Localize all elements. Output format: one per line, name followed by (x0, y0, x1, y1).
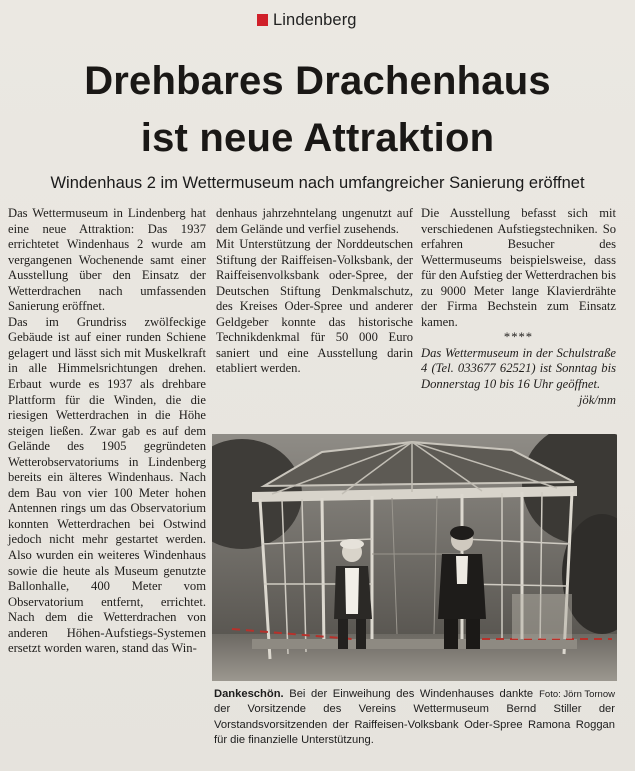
caption-lead: Dankeschön. (214, 688, 284, 700)
museum-info: Das Wettermuseum in der Schulstraße 4 (Tel. 033677 62521) ist Sonntag bis Donnerstag 10 bis 16 Uhr geöffnet. (421, 345, 616, 392)
headline-line-2: ist neue Attraktion (140, 116, 495, 160)
photo-credit: Foto: Jörn Tornow (539, 689, 615, 700)
paragraph: Das Wettermuseum in Lindenberg hat eine neue Attraktion: Das 1937 errichtetet Windenhaus 2 wurde am vergangenen Wochenende samt einer Ausstellung über den Einsatz der Wetterdrachen nach umfassenden Sanierung eröffnet. (8, 206, 206, 314)
article-photo (212, 434, 617, 681)
paragraph: Mit Unterstützung der Norddeutschen Stiftung der Raiffeisen-Volksbank, der Raiffeisenvolksbank oder-Spree, der Deutschen Stiftung Denkmalschutz, des Kreises Oder-Spree und anderer Geldgeber konnte das historische Technikdenkmal für 50 000 Euro saniert und eine Ausstellung darin etabliert werden. (216, 237, 413, 376)
article-column-1 (8, 206, 206, 657)
headline-line-1: Drehbares Drachenhaus (84, 59, 551, 103)
paragraph: denhaus jahrzehntelang ungenutzt auf dem Gelände und verfiel zusehends. (216, 206, 413, 236)
article-column-3 (421, 206, 616, 408)
paragraph: Die Ausstellung befasst sich mit verschiedenen Aufstiegstechniken. So erfahren Besucher des Wettermuseums beispielsweise, dass für den Aufstieg der Wetterdrachen bis zu 9000 Meter lange Klavierdrähte der Firma Bechstein zum Einsatz kamen. (421, 206, 616, 329)
section-divider: **** (503, 330, 534, 345)
caption-text: Bei der Einweihung des Windenhauses dankte der Vorsitzende des Vereins Wettermuseum Bernd Stiller der Vorstandsvorsitzenden der Raiffeisen-Volksbank Oder-Spree Ramona Roggan für die finanzielle Unterstützung. (214, 688, 615, 747)
article-column-2 (216, 206, 413, 377)
photo-caption (214, 687, 615, 749)
subheadline: Windenhaus 2 im Wettermuseum nach umfangreicher Sanierung eröffnet (50, 174, 585, 192)
section-rubric (257, 9, 357, 31)
section-name: Lindenberg (273, 10, 357, 29)
photo-windenhaus-illustration (212, 434, 617, 681)
author-signature: jök/mm (578, 392, 616, 407)
red-square-icon (257, 14, 268, 26)
paragraph: Das im Grundriss zwölfeckige Gebäude ist auf einer runden Schiene gelagert und lässt sich mit Muskelkraft in alle Himmelsrichtungen drehen. Erbaut wurde es 1937 als drehbare Plattform für die Winden, die die riesigen Wetterdrachen in die Höhe steigen ließen. Zwar gab es auf dem Gelände des 1905 gegründeten Wetterobservatoriums in Lindenberg bereits ein älteres Windenhaus. Nach dem Bau von vier 100 Meter hohen Antennen rings um das Observatorium konnten Wetterdrachen bei Ostwind jedoch nicht mehr gestartet werden. Also wurden ein weiteres Windenhaus sowie die heute als Museum genutzte Ballonhalle, 400 Meter vom Observatorium entfernt, errichtet. Nach dem die Wetterdrachen von anderen Höhen-Aufstiegs-Systemen ersetzt worden waren, stand das Win- (8, 314, 206, 656)
